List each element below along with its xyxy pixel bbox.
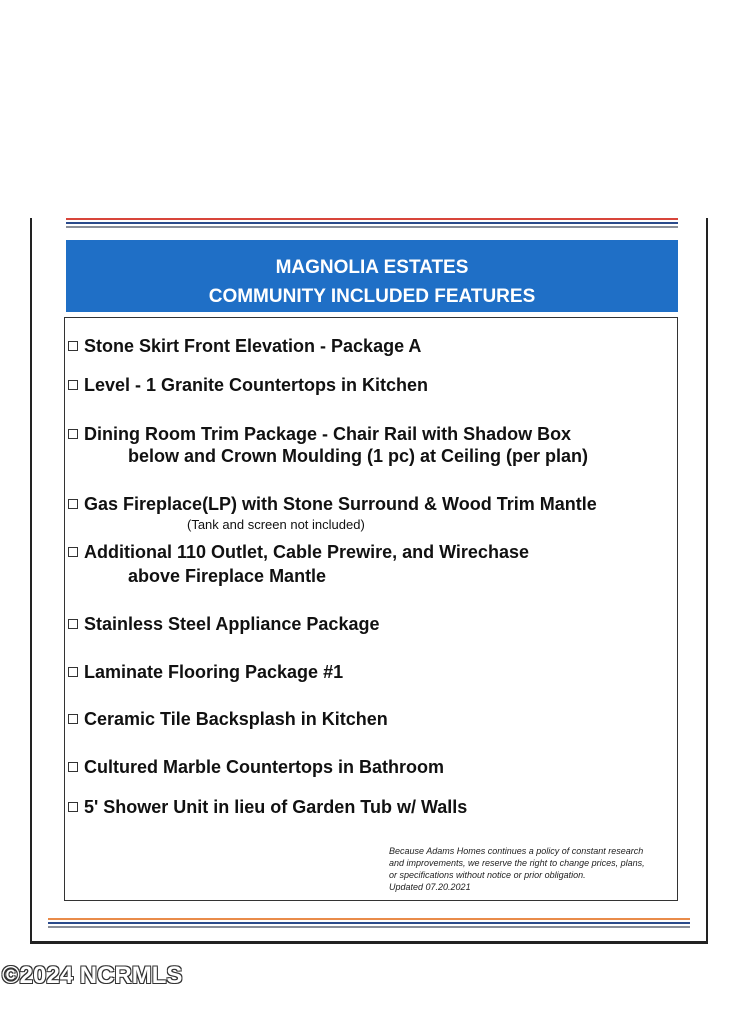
title-banner <box>66 240 678 312</box>
updated-date: Updated 07.20.2021 <box>389 882 471 892</box>
disclaimer-line: Because Adams Homes continues a policy of constant research <box>389 846 644 856</box>
feature-text: Stainless Steel Appliance Package <box>84 614 380 634</box>
feature-text: Gas Fireplace(LP) with Stone Surround & Wood Trim Mantle <box>84 494 597 514</box>
disclaimer-line: and improvements, we reserve the right to change prices, plans, <box>389 858 645 868</box>
stripe-navy <box>66 222 678 224</box>
feature-item <box>68 540 529 564</box>
disclaimer-line: or specifications without notice or prior obligation. <box>389 870 586 880</box>
feature-item <box>68 707 388 731</box>
stripe-orange <box>48 918 690 920</box>
feature-continuation: above Fireplace Mantle <box>128 566 327 586</box>
checkbox-icon <box>68 619 78 629</box>
checkbox-icon <box>68 762 78 772</box>
feature-item <box>68 612 379 636</box>
checkbox-icon <box>68 714 78 724</box>
feature-text: Cultured Marble Countertops in Bathroom <box>84 757 444 777</box>
stripe-navy <box>48 922 690 924</box>
feature-note: (Tank and screen not included) <box>187 517 365 532</box>
feature-item <box>68 492 597 516</box>
bottom-stripes <box>48 918 690 930</box>
feature-item <box>68 795 467 819</box>
checkbox-icon <box>68 429 78 439</box>
feature-text: Additional 110 Outlet, Cable Prewire, and Wirechase <box>84 542 529 562</box>
checkbox-icon <box>68 380 78 390</box>
banner-title: MAGNOLIA ESTATES <box>275 257 469 278</box>
feature-continuation: below and Crown Moulding (1 pc) at Ceiling (per plan) <box>128 446 588 466</box>
top-stripes <box>66 218 678 230</box>
feature-text: Dining Room Trim Package - Chair Rail with Shadow Box <box>84 424 572 444</box>
feature-text: Laminate Flooring Package #1 <box>84 662 344 682</box>
feature-item <box>68 373 428 397</box>
feature-item <box>68 755 444 779</box>
stripe-gray <box>48 926 690 928</box>
checkbox-icon <box>68 499 78 509</box>
feature-text: 5' Shower Unit in lieu of Garden Tub w/ Walls <box>84 797 468 817</box>
feature-item <box>68 660 343 684</box>
disclaimer <box>389 845 679 893</box>
feature-text: Stone Skirt Front Elevation - Package A <box>84 336 422 356</box>
banner-subtitle: COMMUNITY INCLUDED FEATURES <box>208 286 536 307</box>
stripe-gray <box>66 226 678 228</box>
stripe-red <box>66 218 678 220</box>
checkbox-icon <box>68 341 78 351</box>
feature-text: Ceramic Tile Backsplash in Kitchen <box>84 709 388 729</box>
copyright-watermark: ©2024 NCRMLS <box>2 962 183 989</box>
feature-item <box>68 334 421 358</box>
feature-text: Level - 1 Granite Countertops in Kitchen <box>84 375 429 395</box>
checkbox-icon <box>68 667 78 677</box>
checkbox-icon <box>68 547 78 557</box>
feature-item <box>68 422 571 446</box>
checkbox-icon <box>68 802 78 812</box>
